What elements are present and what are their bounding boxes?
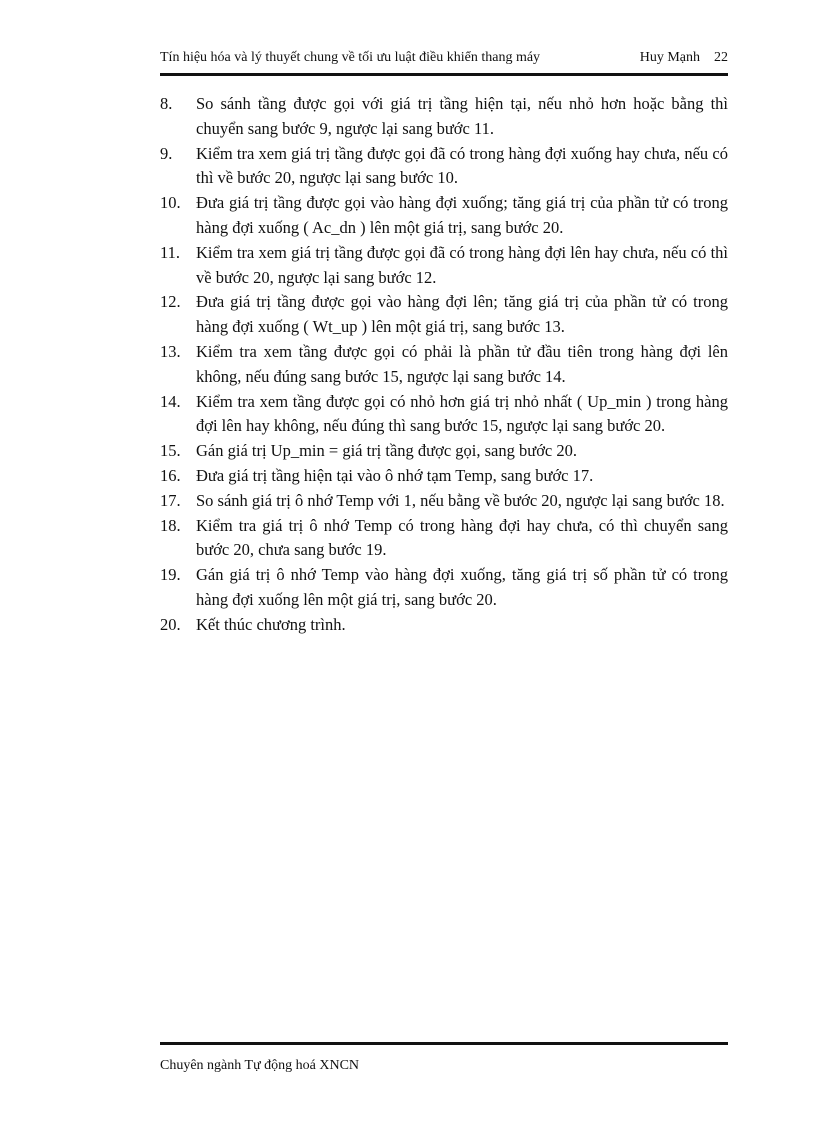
step-text: Kết thúc chương trình. (196, 614, 346, 634)
step-number: 9. (160, 143, 173, 163)
list-item (160, 290, 728, 340)
step-number: 14. (160, 391, 181, 411)
step-text: Đưa giá trị tầng được gọi vào hàng đợi lên; tăng giá trị của phần tử có trong hàng đợi xuống ( Wt_up ) lên một giá trị, sang bước 13. (196, 292, 728, 337)
step-number: 11. (160, 242, 181, 262)
step-text: Kiểm tra xem tầng được gọi có nhỏ hơn giá trị nhỏ nhất ( Up_min ) trong hàng đợi lên hay không, nếu đúng thì sang bước 15, ngược lại sang bước 20. (196, 391, 728, 436)
header-rule (160, 73, 728, 76)
step-text: Gán giá trị Up_min = giá trị tầng được gọi, sang bước 20. (196, 441, 577, 461)
step-number: 17. (160, 490, 181, 510)
list-item (160, 340, 728, 390)
list-item (160, 563, 728, 613)
list-item (160, 142, 728, 192)
list-item (160, 489, 728, 514)
step-list (160, 92, 728, 638)
list-item (160, 613, 728, 638)
step-number: 19. (160, 565, 181, 585)
step-number: 18. (160, 515, 181, 535)
step-text: Kiểm tra xem tầng được gọi có phải là phần tử đầu tiên trong hàng đợi lên không, nếu đúng sang bước 15, ngược lại sang bước 14. (196, 341, 728, 386)
step-text: Kiểm tra xem giá trị tầng được gọi đã có trong hàng đợi xuống hay chưa, nếu có thì về bước 20, ngược lại sang bước 10. (196, 143, 728, 188)
list-item (160, 390, 728, 440)
page-number: 22 (714, 50, 728, 65)
header-title: Tín hiệu hóa và lý thuyết chung về tối ưu luật điều khiển thang máy (160, 50, 541, 65)
list-item (160, 439, 728, 464)
step-text: So sánh tầng được gọi với giá trị tầng hiện tại, nếu nhỏ hơn hoặc bằng thì chuyển sang bước 9, ngược lại sang bước 11. (196, 94, 728, 138)
step-text: Gán giá trị ô nhớ Temp vào hàng đợi xuống, tăng giá trị số phần tử có trong hàng đợi xuống lên một giá trị, sang bước 20. (196, 565, 728, 609)
step-number: 13. (160, 341, 181, 361)
list-item (160, 464, 728, 489)
list-item (160, 92, 728, 142)
list-item (160, 241, 728, 291)
header-author-block (640, 48, 728, 68)
page-header (160, 48, 728, 68)
step-text: Đưa giá trị tầng hiện tại vào ô nhớ tạm Temp, sang bước 17. (196, 465, 594, 485)
header-author: Huy Mạnh (639, 50, 700, 65)
step-text: So sánh giá trị ô nhớ Temp với 1, nếu bằng về bước 20, ngược lại sang bước 18. (196, 490, 725, 510)
step-number: 12. (160, 292, 181, 312)
step-number: 10. (160, 193, 181, 213)
list-item (160, 191, 728, 241)
step-number: 16. (160, 465, 181, 485)
page-footer: Chuyên ngành Tự động hoá XNCN (160, 1058, 360, 1073)
step-number: 15. (160, 441, 181, 461)
step-number: 8. (160, 94, 173, 113)
step-text: Đưa giá trị tầng được gọi vào hàng đợi xuống; tăng giá trị của phần tử có trong hàng đợi xuống ( Ac_dn ) lên một giá trị, sang bước 20. (196, 193, 728, 237)
footer-rule (160, 1042, 728, 1045)
step-text: Kiểm tra xem giá trị tầng được gọi đã có trong hàng đợi lên hay chưa, nếu có thì về bước 20, ngược lại sang bước 12. (196, 242, 728, 287)
step-number: 20. (160, 614, 181, 634)
list-item (160, 514, 728, 564)
step-text: Kiểm tra giá trị ô nhớ Temp có trong hàng đợi hay chưa, có thì chuyển sang bước 20, chưa sang bước 19. (196, 515, 728, 560)
